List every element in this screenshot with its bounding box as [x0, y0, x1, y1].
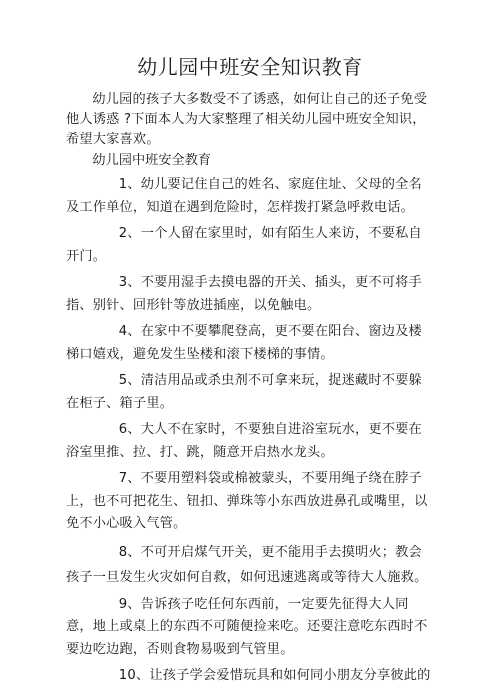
safety-item-2: 2、一个人留在家里时，如有陌生人来访，不要私自开门。 [66, 226, 422, 264]
section-subheading: 幼儿园中班安全教育 [92, 153, 212, 168]
intro-paragraph: 幼儿园的孩子大多数受不了诱惑，如何让自己的还子免受他人诱惑 ?下面本人为大家整理了相关幼儿园中班安全知识，希望大家喜欢。 [66, 92, 428, 147]
safety-item-9: 9、告诉孩子吃任何东西前，一定要先征得大人同意，地上或桌上的东西不可随便捡来吃。还要注意吃东西时不要边吃边跑，否则食物易吸到气管里。 [66, 596, 428, 657]
safety-item-5: 5、清洁用品或杀虫剂不可拿来玩，捉迷藏时不要躲在柜子、箱子里。 [66, 373, 422, 411]
safety-item-6: 6、大人不在家时，不要独自进浴室玩水，更不要在浴室里推、拉、打、跳，随意开启热水龙头。 [66, 422, 422, 460]
safety-item-10: 10、让孩子学会爱惜玩具和如何同小朋友分享彼此的 [118, 668, 431, 683]
safety-item-8: 8、不可开启煤气开关，更不能用手去摸明火；教会孩子一旦发生火灾如何自救，如何迅速逃离或等待大人施救。 [66, 544, 428, 585]
safety-item-4: 4、在家中不要攀爬登高，更不要在阳台、窗边及楼梯口嬉戏，避免发生坠楼和滚下楼梯的事情。 [66, 324, 422, 362]
safety-item-7: 7、不要用塑料袋或棉被蒙头，不要用绳子绕在脖子上，也不可把花生、钮扣、弹珠等小东西放进鼻孔或嘴里，以免不小心吸入气管。 [66, 471, 428, 531]
document-title: 幼儿园中班安全知识教育 [137, 55, 363, 79]
safety-item-3: 3、不要用湿手去摸电器的开关、插头，更不可将手指、别针、回形针等放进插座，以免触电。 [66, 275, 422, 313]
safety-item-1: 1、幼儿要记住自己的姓名、家庭住址、父母的全名及工作单位，知道在遇到危险时，怎样拨打紧急呼救电话。 [66, 177, 422, 215]
